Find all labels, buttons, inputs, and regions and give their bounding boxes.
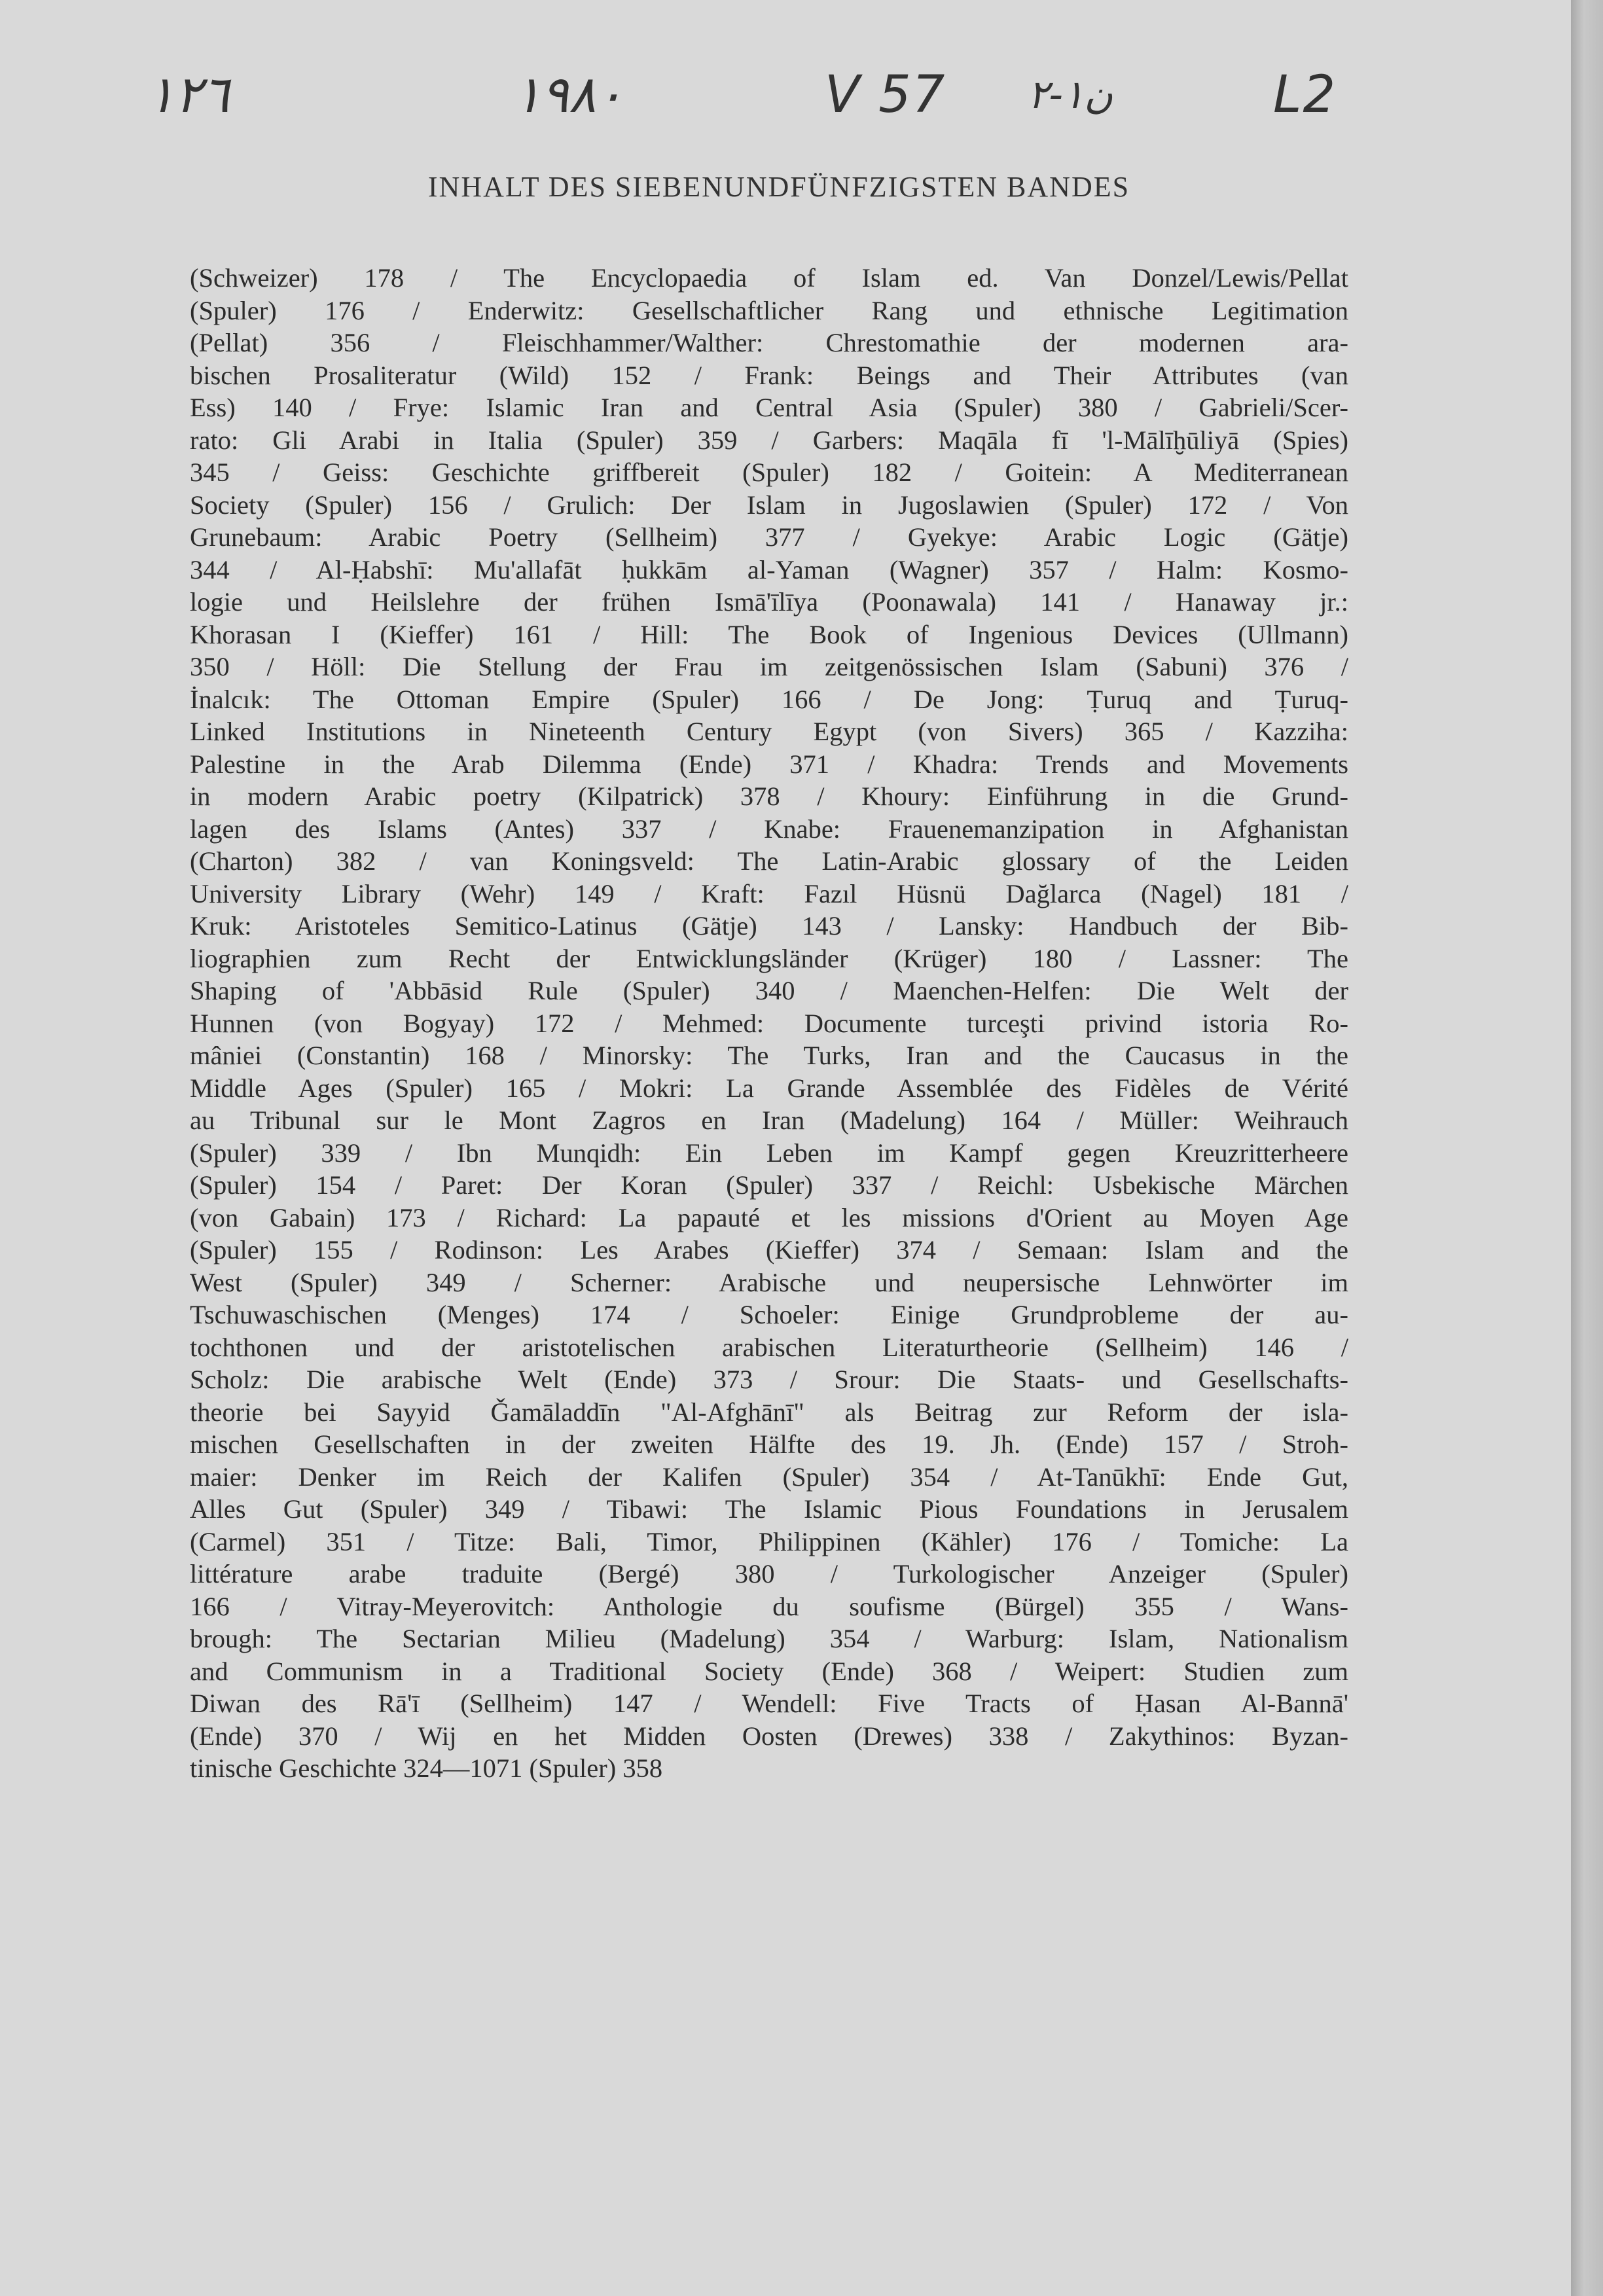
text-line: tinische Geschichte 324—1071 (Spuler) 358 [190, 1753, 663, 1783]
text-line: 350 / Höll: Die Stellung der Frau im zeitgenössischen Islam (Sabuni) 376 / [190, 652, 1348, 681]
text-line: Khorasan I (Kieffer) 161 / Hill: The Book of Ingenious Devices (Ullmann) [190, 619, 1348, 649]
text-line: (Pellat) 356 / Fleischhammer/Walther: Chrestomathie der modernen ara- [190, 328, 1348, 357]
page-binding-edge [1571, 0, 1603, 2296]
text-line: Palestine in the Arab Dilemma (Ende) 371 / Khadra: Trends and Movements [190, 749, 1348, 779]
text-line: liographien zum Recht der Entwicklungsländer (Krüger) 180 / Lassner: The [190, 943, 1348, 973]
text-line: (Spuler) 339 / Ibn Munqidh: Ein Leben im Kampf gegen Kreuzritterheere [190, 1138, 1348, 1168]
text-line: lagen des Islams (Antes) 337 / Knabe: Frauenemanzipation in Afghanistan [190, 814, 1348, 844]
text-line: (von Gabain) 173 / Richard: La papauté et les missions d'Orient au Moyen Age [190, 1202, 1348, 1232]
text-line: 345 / Geiss: Geschichte griffbereit (Spuler) 182 / Goitein: A Mediterranean [190, 457, 1348, 487]
text-line: au Tribunal sur le Mont Zagros en Iran (Madelung) 164 / Müller: Weihrauch [190, 1105, 1348, 1135]
text-line: 344 / Al-Ḥabshī: Mu'allafāt ḥukkām al-Yaman (Wagner) 357 / Halm: Kosmo- [190, 554, 1348, 584]
text-line: İnalcık: The Ottoman Empire (Spuler) 166 / De Jong: Ṭuruq and Ṭuruq- [190, 684, 1348, 714]
text-line: Society (Spuler) 156 / Grulich: Der Islam in Jugoslawien (Spuler) 172 / Von [190, 490, 1348, 520]
text-line: University Library (Wehr) 149 / Kraft: Fazıl Hüsnü Dağlarca (Nagel) 181 / [190, 878, 1348, 908]
annotation-year: ١٩٨٠ [514, 65, 624, 124]
text-line: Ess) 140 / Frye: Islamic Iran and Central Asia (Spuler) 380 / Gabrieli/Scer- [190, 393, 1348, 422]
page-title: INHALT DES SIEBENUNDFÜNFZIGSTEN BANDES [427, 171, 1130, 203]
text-line: (Carmel) 351 / Titze: Bali, Timor, Philippinen (Kähler) 176 / Tomiche: La [190, 1526, 1348, 1556]
text-line: Alles Gut (Spuler) 349 / Tibawi: The Islamic Pious Foundations in Jerusalem [190, 1494, 1348, 1524]
text-line: Scholz: Die arabische Welt (Ende) 373 / Srour: Die Staats- und Gesellschafts- [190, 1365, 1348, 1394]
text-line: littérature arabe traduite (Bergé) 380 / Turkologischer Anzeiger (Spuler) [190, 1559, 1348, 1588]
text-line: brough: The Sectarian Milieu (Madelung) 354 / Warburg: Islam, Nationalism [190, 1624, 1348, 1653]
text-line: Shaping of 'Abbāsid Rule (Spuler) 340 / Maenchen-Helfen: Die Welt der [190, 976, 1348, 1005]
text-line: (Ende) 370 / Wij en het Midden Oosten (Drewes) 338 / Zakythinos: Byzan- [190, 1721, 1348, 1751]
text-line: (Schweizer) 178 / The Encyclopaedia of Islam ed. Van Donzel/Lewis/Pellat [190, 263, 1348, 293]
text-line: maier: Denker im Reich der Kalifen (Spuler) 354 / At-Tanūkhī: Ende Gut, [190, 1462, 1348, 1492]
text-line: mischen Gesellschaften in der zweiten Hälfte des 19. Jh. (Ende) 157 / Stroh- [190, 1429, 1348, 1459]
annotation-issue: ن١-٢ [1028, 72, 1113, 118]
text-line: (Spuler) 176 / Enderwitz: Gesellschaftlicher Rang und ethnische Legitimation [190, 295, 1348, 325]
text-line: West (Spuler) 349 / Scherner: Arabische und neupersische Lehnwörter im [190, 1267, 1348, 1297]
text-line: (Charton) 382 / van Koningsveld: The Latin-Arabic glossary of the Leiden [190, 846, 1348, 876]
text-line: logie und Heilslehre der frühen Ismā'īlīya (Poonawala) 141 / Hanaway jr.: [190, 587, 1348, 617]
text-line: rato: Gli Arabi in Italia (Spuler) 359 / Garbers: Maqāla fī 'l-Mālīḫūliyā (Spies) [190, 425, 1348, 455]
text-line: Grunebaum: Arabic Poetry (Sellheim) 377 / Gyekye: Arabic Logic (Gätje) [190, 522, 1348, 552]
text-line: tochthonen und der aristotelischen arabischen Literaturtheorie (Sellheim) 146 / [190, 1332, 1348, 1362]
text-line: and Communism in a Traditional Society (Ende) 368 / Weipert: Studien zum [190, 1656, 1348, 1686]
text-line: Middle Ages (Spuler) 165 / Mokri: La Grande Assemblée des Fidèles de Vérité [190, 1073, 1348, 1103]
text-line: Linked Institutions in Nineteenth Century Egypt (von Sivers) 365 / Kazziha: [190, 717, 1348, 746]
text-line: theorie bei Sayyid Ǧamāladdīn "Al-Afghānī" als Beitrag zur Reform der isla- [190, 1397, 1348, 1427]
annotation-code: L2 [1273, 65, 1337, 124]
handwritten-annotations [0, 65, 1571, 144]
text-line: (Spuler) 154 / Paret: Der Koran (Spuler) 337 / Reichl: Usbekische Märchen [190, 1170, 1348, 1200]
annotation-volume: V 57 [825, 65, 946, 124]
text-line: in modern Arabic poetry (Kilpatrick) 378 / Khoury: Einführung in die Grund- [190, 781, 1348, 811]
annotation-page-number: ١٢٦ [147, 65, 230, 124]
text-line: mâniei (Constantin) 168 / Minorsky: The Turks, Iran and the Caucasus in the [190, 1041, 1348, 1070]
text-line: Kruk: Aristoteles Semitico-Latinus (Gätje) 143 / Lansky: Handbuch der Bib- [190, 911, 1348, 941]
index-text-block [190, 262, 1348, 1785]
text-line: bischen Prosaliteratur (Wild) 152 / Frank: Beings and Their Attributes (van [190, 360, 1348, 390]
text-line: Diwan des Rā'ī (Sellheim) 147 / Wendell: Five Tracts of Ḥasan Al-Bannā' [190, 1689, 1348, 1718]
text-line: Tschuwaschischen (Menges) 174 / Schoeler: Einige Grundprobleme der au- [190, 1300, 1348, 1329]
text-line: 166 / Vitray-Meyerovitch: Anthologie du soufisme (Bürgel) 355 / Wans- [190, 1591, 1348, 1621]
text-line: (Spuler) 155 / Rodinson: Les Arabes (Kieffer) 374 / Semaan: Islam and the [190, 1235, 1348, 1265]
text-line: Hunnen (von Bogyay) 172 / Mehmed: Documente turceşti privind istoria Ro- [190, 1008, 1348, 1038]
